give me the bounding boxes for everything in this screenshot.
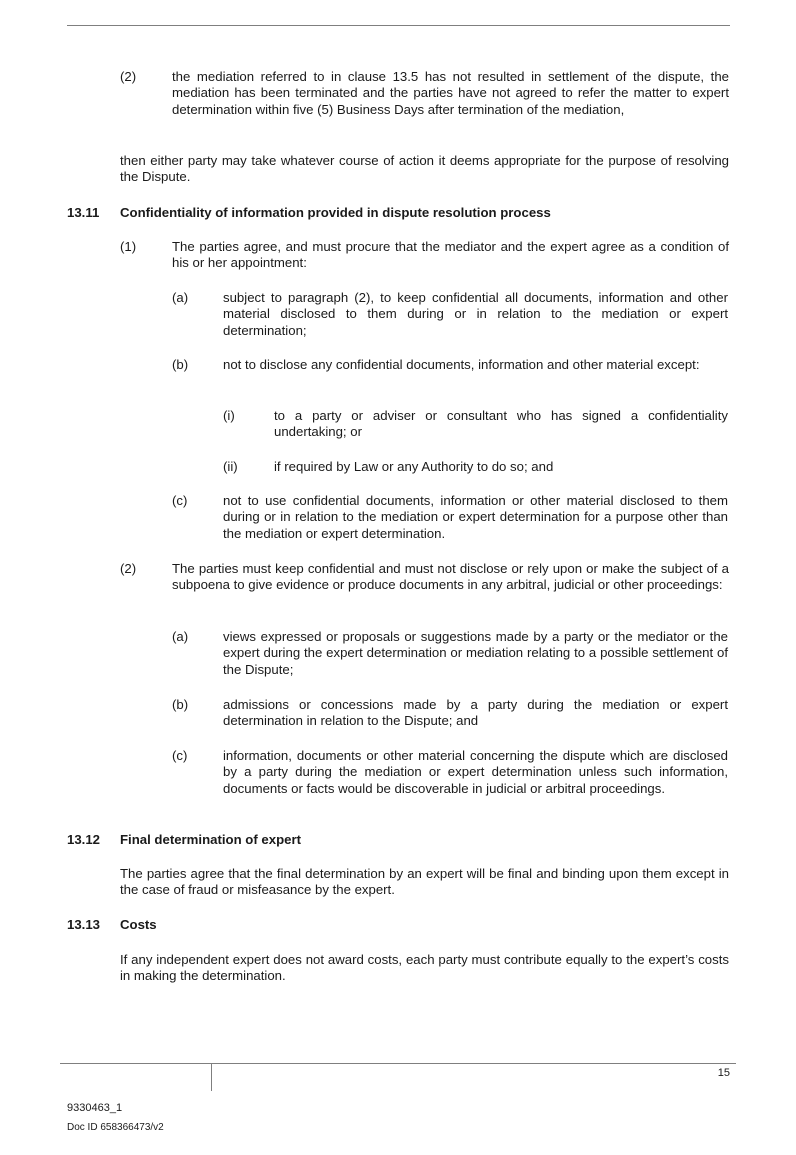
paragraph-label: (2) — [120, 561, 137, 576]
subparagraph-text: views expressed or proposals or suggestions made by a party or the mediator or the expert during the expert determination or mediation relating to a possible settlement of the Dispute; — [223, 629, 728, 677]
paragraph-label: (1) — [120, 239, 137, 254]
continuation-paragraph: then either party may take whatever course of action it deems appropriate for the purpose of resolving the Dispute. — [120, 153, 729, 185]
section-heading: Costs — [120, 917, 157, 932]
subparagraph-label: (c) — [172, 748, 188, 763]
paragraph-text: The parties must keep confidential and must not disclose or rely upon or make the subject of a subpoena to give evidence or produce documents in any arbitral, judicial or other proceedings: — [172, 561, 729, 593]
section-paragraph: If any independent expert does not award costs, each party must contribute equally to the expert’s costs in making the determination. — [120, 952, 729, 984]
subparagraph-text: information, documents or other material concerning the dispute which are disclosed by a party during the mediation or expert determination unless such information, documents or facts would be discoverable in judicial or arbitral proceedings. — [223, 748, 728, 796]
subparagraph-label: (c) — [172, 493, 188, 508]
subparagraph-label: (b) — [172, 357, 189, 372]
subparagraph-text: subject to paragraph (2), to keep confidential all documents, information and other material disclosed to them during or in relation to the mediation or expert determination; — [223, 290, 728, 338]
section-heading: Confidentiality of information provided in dispute resolution process — [120, 205, 551, 220]
page-number: 15 — [717, 1067, 730, 1079]
sub-subparagraph-text: to a party or adviser or consultant who has signed a confidentiality undertaking; or — [274, 408, 728, 440]
header-rule — [67, 25, 730, 26]
subparagraph-text: not to disclose any confidential documents, information and other material except: — [223, 357, 700, 372]
section-number: 13.11 — [67, 205, 100, 220]
footer-divider — [211, 1063, 212, 1091]
document-reference: 9330463_1 — [67, 1102, 123, 1114]
subparagraph-text: not to use confidential documents, information or other material disclosed to them during or in relation to the mediation or expert determination for a purpose other than the mediation or expert determination. — [223, 493, 728, 541]
sub-subparagraph-label: (ii) — [223, 459, 238, 474]
section-number: 13.12 — [67, 832, 101, 847]
subparagraph-label: (a) — [172, 629, 189, 644]
subparagraph-label: (b) — [172, 697, 189, 712]
item-label: (2) — [120, 69, 137, 84]
section-paragraph: The parties agree that the final determination by an expert will be final and binding upon them except in the case of fraud or misfeasance by the expert. — [120, 866, 729, 898]
subparagraph-label: (a) — [172, 290, 189, 305]
section-heading: Final determination of expert — [120, 832, 301, 847]
section-number: 13.13 — [67, 917, 101, 932]
sub-subparagraph-label: (i) — [223, 408, 235, 423]
document-id: Doc ID 658366473/v2 — [67, 1122, 164, 1133]
paragraph-text: The parties agree, and must procure that the mediator and the expert agree as a condition of his or her appointment: — [172, 239, 729, 271]
sub-subparagraph-text: if required by Law or any Authority to do so; and — [274, 459, 554, 474]
item-text: the mediation referred to in clause 13.5 has not resulted in settlement of the dispute, the mediation has been terminated and the parties have not agreed to refer the matter to expert determination within five (5) Business Days after termination of the mediation, — [172, 69, 729, 117]
footer-rule — [60, 1063, 736, 1064]
subparagraph-text: admissions or concessions made by a party during the mediation or expert determination in relation to the Dispute; and — [223, 697, 728, 729]
